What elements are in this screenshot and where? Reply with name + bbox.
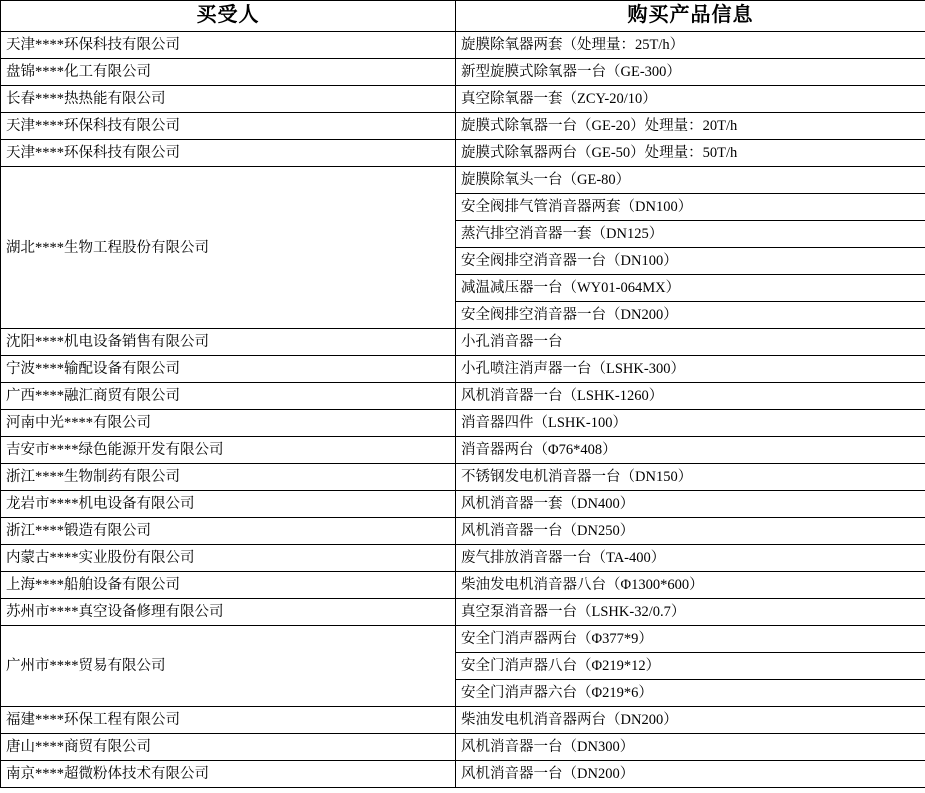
product-cell: 小孔喷注消声器一台（LSHK-300） [456,356,925,383]
product-cell: 柴油发电机消音器八台（Φ1300*600） [456,572,925,599]
header-row [1,1,925,32]
table-row [1,599,925,626]
table-row [1,410,925,437]
product-cell: 安全阀排空消音器一台（DN200） [456,302,925,329]
product-cell: 旋膜除氧器两套（处理量：25T/h） [456,32,925,59]
buyer-cell: 内蒙古****实业股份有限公司 [1,545,456,572]
buyer-cell: 盘锦****化工有限公司 [1,59,456,86]
table-row [1,32,925,59]
product-cell: 消音器两台（Φ76*408） [456,437,925,464]
buyer-cell: 河南中光****有限公司 [1,410,456,437]
product-cell: 风机消音器一套（DN400） [456,491,925,518]
buyer-cell: 上海****船舶设备有限公司 [1,572,456,599]
product-cell: 柴油发电机消音器两台（DN200） [456,707,925,734]
buyer-cell: 湖北****生物工程股份有限公司 [1,167,456,329]
product-cell: 蒸汽排空消音器一套（DN125） [456,221,925,248]
product-cell: 减温减压器一台（WY01-064MX） [456,275,925,302]
buyer-cell: 龙岩市****机电设备有限公司 [1,491,456,518]
buyer-cell: 广西****融汇商贸有限公司 [1,383,456,410]
table-row [1,761,925,788]
buyer-cell: 唐山****商贸有限公司 [1,734,456,761]
product-cell: 安全阀排空消音器一台（DN100） [456,248,925,275]
product-cell: 旋膜除氧头一台（GE-80） [456,167,925,194]
product-cell: 新型旋膜式除氧器一台（GE-300） [456,59,925,86]
product-cell: 不锈钢发电机消音器一台（DN150） [456,464,925,491]
table-row [1,383,925,410]
product-cell: 风机消音器一台（DN200） [456,761,925,788]
table-row [1,167,925,194]
buyer-cell: 宁波****输配设备有限公司 [1,356,456,383]
product-cell: 风机消音器一台（LSHK-1260） [456,383,925,410]
table-row [1,329,925,356]
product-cell: 风机消音器一台（DN250） [456,518,925,545]
buyer-cell: 浙江****锻造有限公司 [1,518,456,545]
product-cell: 小孔消音器一台 [456,329,925,356]
table-row [1,59,925,86]
buyer-cell: 天津****环保科技有限公司 [1,140,456,167]
product-cell: 消音器四件（LSHK-100） [456,410,925,437]
buyer-cell: 苏州市****真空设备修理有限公司 [1,599,456,626]
table-row [1,140,925,167]
product-cell: 旋膜式除氧器一台（GE-20）处理量：20T/h [456,113,925,140]
product-cell: 废气排放消音器一台（TA-400） [456,545,925,572]
table-row [1,518,925,545]
table-row [1,491,925,518]
header-product: 购买产品信息 [456,1,925,32]
buyer-cell: 沈阳****机电设备销售有限公司 [1,329,456,356]
buyer-cell: 福建****环保工程有限公司 [1,707,456,734]
table-row [1,464,925,491]
table-row [1,734,925,761]
product-cell: 安全门消声器两台（Φ377*9） [456,626,925,653]
table-row [1,626,925,653]
product-cell: 风机消音器一台（DN300） [456,734,925,761]
product-cell: 真空除氧器一套（ZCY-20/10） [456,86,925,113]
table-row [1,437,925,464]
buyer-cell: 天津****环保科技有限公司 [1,32,456,59]
table-row [1,356,925,383]
buyer-cell: 长春****热热能有限公司 [1,86,456,113]
table-row [1,572,925,599]
buyer-cell: 广州市****贸易有限公司 [1,626,456,707]
table-header [1,1,925,32]
buyer-cell: 天津****环保科技有限公司 [1,113,456,140]
table-row [1,113,925,140]
product-cell: 旋膜式除氧器两台（GE-50）处理量：50T/h [456,140,925,167]
table-row [1,707,925,734]
table-row [1,86,925,113]
buyer-cell: 南京****超微粉体技术有限公司 [1,761,456,788]
header-buyer: 买受人 [1,1,456,32]
product-cell: 安全阀排气管消音器两套（DN100） [456,194,925,221]
buyer-cell: 浙江****生物制药有限公司 [1,464,456,491]
table-body [1,32,925,788]
table-row [1,545,925,572]
product-cell: 真空泵消音器一台（LSHK-32/0.7） [456,599,925,626]
product-cell: 安全门消声器八台（Φ219*12） [456,653,925,680]
buyer-cell: 吉安市****绿色能源开发有限公司 [1,437,456,464]
product-cell: 安全门消声器六台（Φ219*6） [456,680,925,707]
